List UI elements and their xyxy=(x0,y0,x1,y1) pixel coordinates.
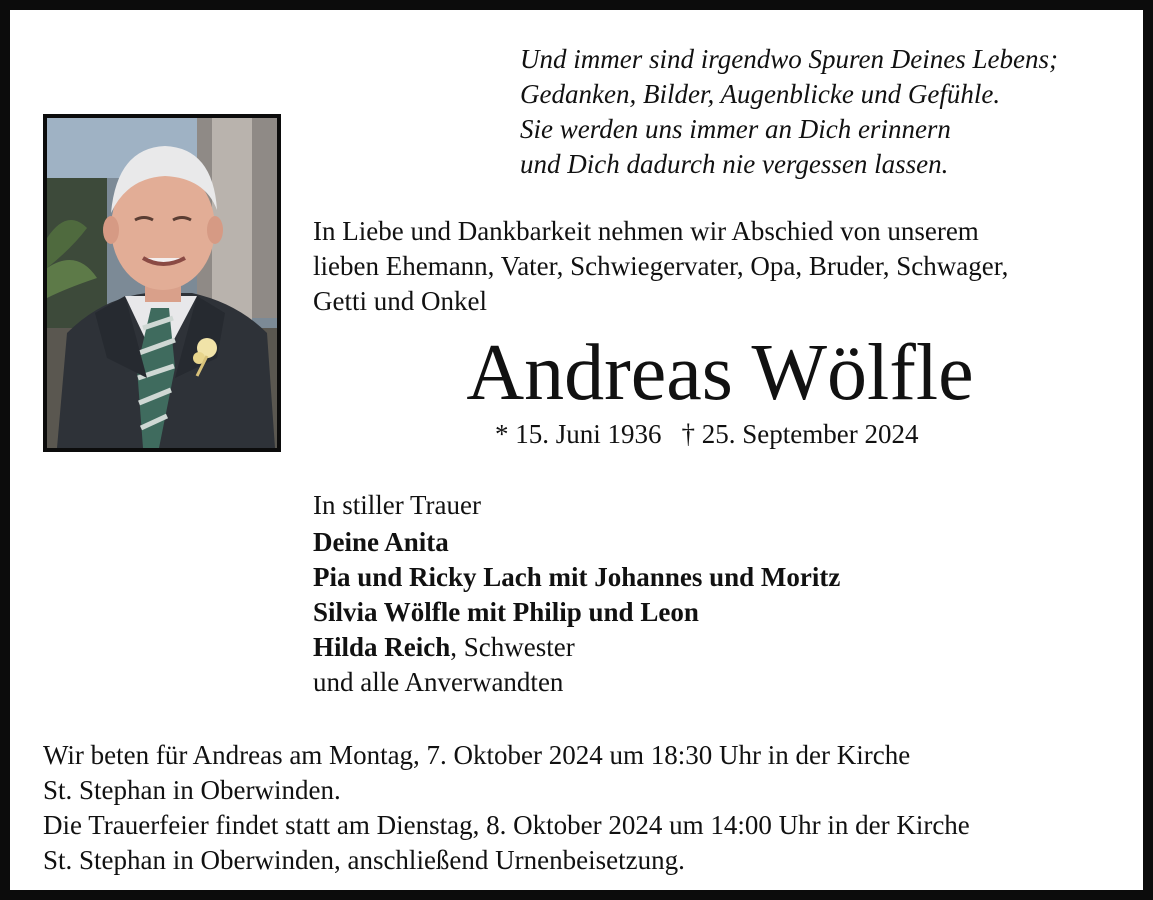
death-date: † 25. September 2024 xyxy=(681,419,919,449)
intro-line: lieben Ehemann, Vater, Schwiegervater, Opa, Bruder, Schwager, xyxy=(313,251,1009,281)
portrait-photo xyxy=(43,114,281,452)
service-line: St. Stephan in Oberwinden. xyxy=(43,775,341,805)
birth-date: * 15. Juni 1936 xyxy=(495,419,662,449)
memorial-poem xyxy=(520,42,1058,182)
mourning-heading: In stiller Trauer xyxy=(313,490,481,520)
service-details xyxy=(43,738,970,878)
sister-relation: , Schwester xyxy=(450,632,575,662)
portrait-illustration xyxy=(47,118,277,448)
mourners-closing: und alle Anverwandten xyxy=(313,667,564,697)
poem-line: Gedanken, Bilder, Augenblicke und Gefühle. xyxy=(520,79,1001,109)
farewell-intro xyxy=(313,214,1008,319)
poem-line: und Dich dadurch nie vergessen lassen. xyxy=(520,149,949,179)
poem-line: Sie werden uns immer an Dich erinnern xyxy=(520,114,951,144)
deceased-name: Andreas Wölfle xyxy=(466,329,974,417)
intro-line: Getti und Onkel xyxy=(313,286,487,316)
life-dates xyxy=(495,417,918,452)
mourner-name: Silvia Wölfle mit Philip und Leon xyxy=(313,597,699,627)
service-line: Wir beten für Andreas am Montag, 7. Oktober 2024 um 18:30 Uhr in der Kirche xyxy=(43,740,911,770)
sister-name: Hilda Reich xyxy=(313,632,451,662)
poem-line: Und immer sind irgendwo Spuren Deines Lebens; xyxy=(520,44,1058,74)
service-line: Die Trauerfeier findet statt am Dienstag, 8. Oktober 2024 um 14:00 Uhr in der Kirche xyxy=(43,810,970,840)
mourner-name: Pia und Ricky Lach mit Johannes und Moritz xyxy=(313,562,841,592)
mourner-sister xyxy=(313,630,840,665)
mourners-block xyxy=(313,488,840,700)
service-line: St. Stephan in Oberwinden, anschließend Urnenbeisetzung. xyxy=(43,845,685,875)
mourner-name: Deine Anita xyxy=(313,527,449,557)
intro-line: In Liebe und Dankbarkeit nehmen wir Abschied von unserem xyxy=(313,216,979,246)
